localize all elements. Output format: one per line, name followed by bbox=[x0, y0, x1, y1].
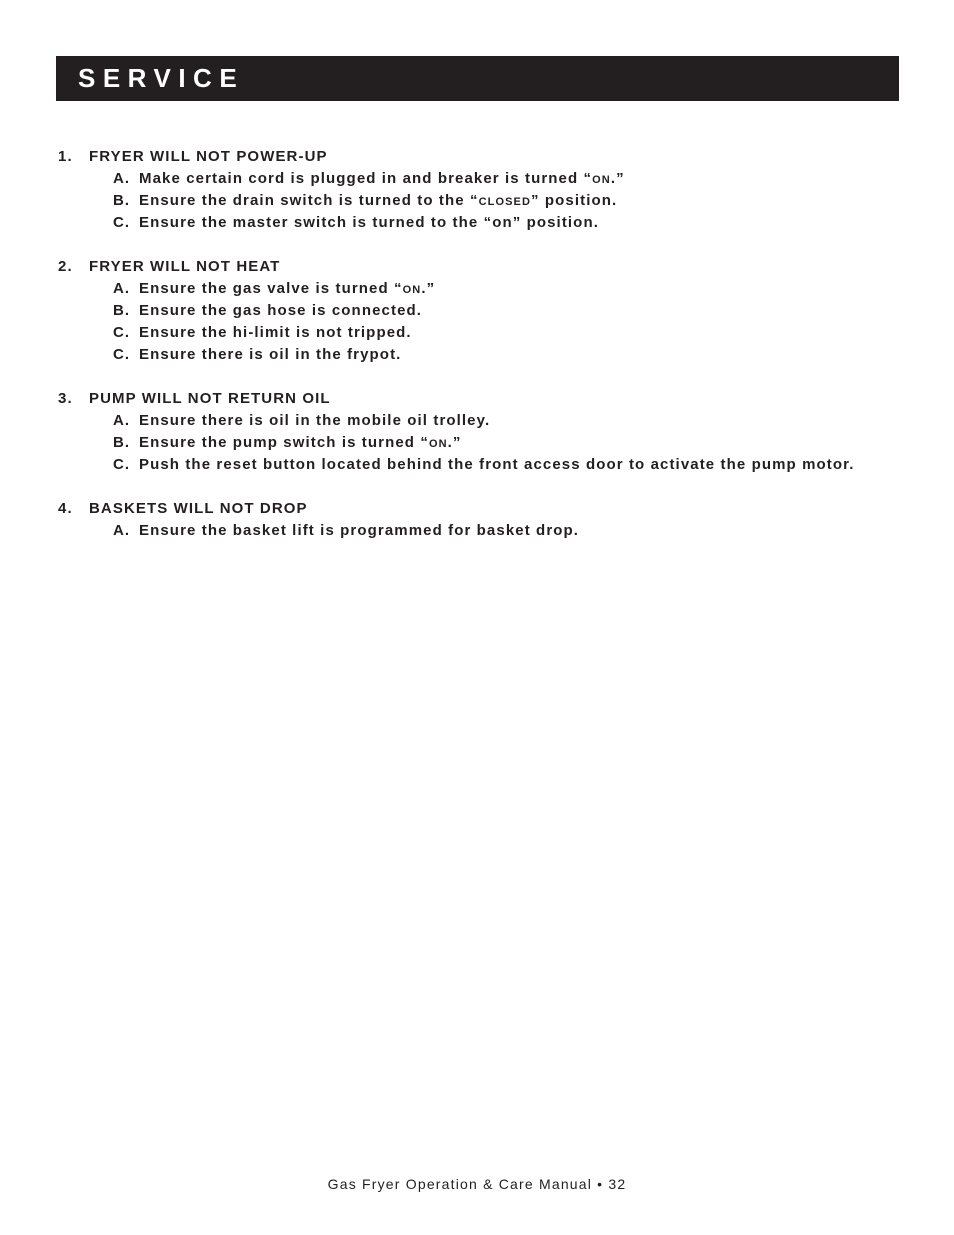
item-text bbox=[139, 212, 888, 234]
list-item bbox=[58, 168, 888, 190]
section-heading bbox=[58, 146, 888, 168]
item-text-smallcaps: closed bbox=[478, 192, 532, 209]
item-text bbox=[139, 322, 888, 344]
item-text bbox=[139, 520, 888, 542]
item-text-main: Ensure there is oil in the mobile oil trolley. bbox=[139, 412, 491, 429]
item-text-main: Ensure the drain switch is turned to the “ bbox=[139, 192, 479, 209]
section-heading bbox=[58, 256, 888, 278]
item-text-main: Ensure the master switch is turned to the “on” position. bbox=[139, 214, 599, 231]
item-text bbox=[139, 190, 888, 212]
list-item bbox=[58, 410, 888, 432]
item-text-end: .” bbox=[447, 434, 462, 451]
item-text-main: Ensure the gas hose is connected. bbox=[139, 302, 423, 319]
section-title: FRYER WILL NOT HEAT bbox=[89, 258, 281, 275]
item-letter: A. bbox=[113, 280, 131, 297]
section-number: 3. bbox=[58, 390, 73, 407]
list-item bbox=[58, 454, 888, 476]
troubleshooting-list bbox=[58, 146, 888, 564]
section-3 bbox=[58, 388, 888, 476]
item-text-smallcaps: on bbox=[592, 170, 611, 187]
list-item bbox=[58, 190, 888, 212]
section-number: 4. bbox=[58, 500, 73, 517]
item-letter: A. bbox=[113, 170, 131, 187]
list-item bbox=[58, 278, 888, 300]
item-letter: C. bbox=[113, 324, 131, 341]
item-text bbox=[139, 410, 888, 432]
section-4 bbox=[58, 498, 888, 542]
list-item bbox=[58, 344, 888, 366]
item-letter: A. bbox=[113, 522, 131, 539]
item-text-end: .” bbox=[421, 280, 436, 297]
item-text bbox=[139, 300, 888, 322]
section-number: 1. bbox=[58, 148, 73, 165]
section-header-bar bbox=[56, 56, 899, 101]
list-item bbox=[58, 212, 888, 234]
section-1 bbox=[58, 146, 888, 234]
footer-text: Gas Fryer Operation & Care Manual • 32 bbox=[327, 1176, 627, 1192]
item-text bbox=[139, 278, 888, 300]
list-item bbox=[58, 520, 888, 542]
item-text-main: Ensure the hi-limit is not tripped. bbox=[139, 324, 412, 341]
item-text bbox=[139, 454, 888, 476]
item-text-smallcaps: on bbox=[402, 280, 422, 297]
item-letter: B. bbox=[113, 434, 131, 451]
item-letter: C. bbox=[113, 456, 131, 473]
item-letter: C. bbox=[113, 346, 131, 363]
item-text bbox=[139, 168, 888, 190]
section-heading bbox=[58, 498, 888, 520]
item-text-end: .” bbox=[610, 170, 625, 187]
section-title: PUMP WILL NOT RETURN OIL bbox=[89, 390, 331, 407]
item-letter: C. bbox=[113, 214, 131, 231]
item-text-main: Make certain cord is plugged in and breaker is turned “ bbox=[139, 170, 593, 187]
section-number: 2. bbox=[58, 258, 73, 275]
page-title: SERVICE bbox=[78, 63, 245, 93]
item-text bbox=[139, 344, 888, 366]
item-text-main: Ensure the basket lift is programmed for basket drop. bbox=[139, 522, 580, 539]
section-title: FRYER WILL NOT POWER-UP bbox=[89, 148, 328, 165]
section-heading bbox=[58, 388, 888, 410]
list-item bbox=[58, 300, 888, 322]
item-text bbox=[139, 432, 888, 454]
section-title: BASKETS WILL NOT DROP bbox=[89, 500, 308, 517]
item-letter: B. bbox=[113, 192, 131, 209]
item-text-main: Push the reset button located behind the front access door to activate the pump motor. bbox=[139, 456, 855, 473]
page-footer bbox=[0, 1176, 954, 1192]
item-text-main: Ensure the pump switch is turned “ bbox=[139, 434, 429, 451]
section-2 bbox=[58, 256, 888, 366]
item-text-end: ” position. bbox=[531, 192, 618, 209]
list-item bbox=[58, 322, 888, 344]
item-text-smallcaps: on bbox=[428, 434, 448, 451]
item-letter: A. bbox=[113, 412, 131, 429]
item-letter: B. bbox=[113, 302, 131, 319]
item-text-main: Ensure the gas valve is turned “ bbox=[139, 280, 403, 297]
list-item bbox=[58, 432, 888, 454]
item-text-main: Ensure there is oil in the frypot. bbox=[139, 346, 402, 363]
